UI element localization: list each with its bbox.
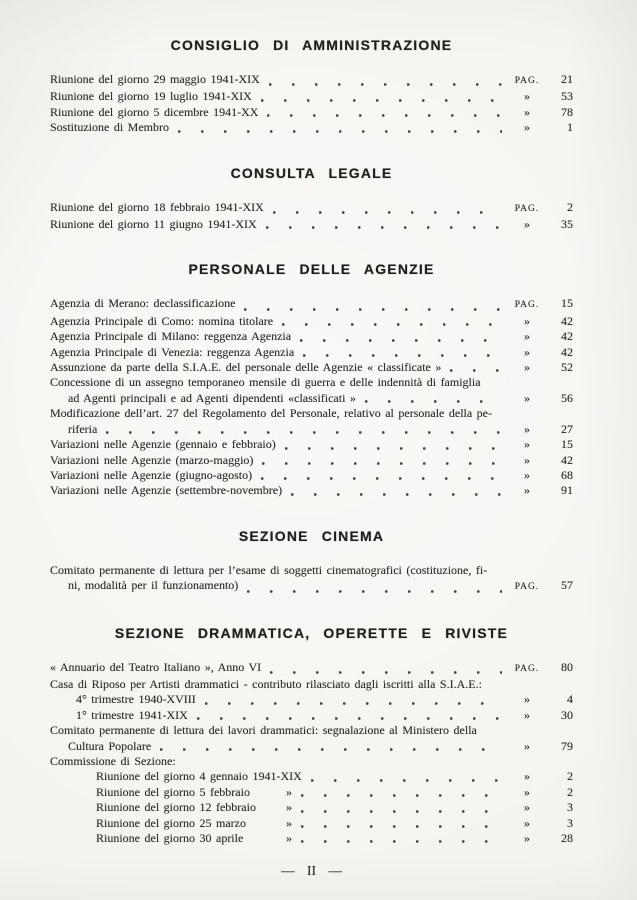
section-title: SEZIONE CINEMA <box>238 527 385 544</box>
entry-text: Riunione del giorno 29 maggio 1941-XIX <box>50 72 260 86</box>
page-ref-label: » <box>524 120 530 135</box>
section-title: CONSIGLIO DI AMMINISTRAZIONE <box>170 37 453 53</box>
entry-text: Riunione del giorno 18 febbraio 1941-XIX <box>50 199 264 214</box>
entry-text: Riunione del giorno 12 febbraio <box>96 800 256 815</box>
dot-leader <box>303 354 502 357</box>
entry-text: ni, modalità per il funzionamento) <box>68 578 239 593</box>
entry-text: « Annuario del Teatro Italiano », Anno VI <box>50 659 262 674</box>
toc-entry <box>50 660 573 677</box>
toc-entry <box>50 89 573 104</box>
toc-subentry <box>50 708 573 723</box>
ditto-mark: » <box>286 800 292 815</box>
page-ref-label: » <box>524 452 530 467</box>
entry-text: Variazioni nelle Agenzie (marzo-maggio) <box>50 452 254 467</box>
toc-entry <box>50 217 573 232</box>
page-number: 78 <box>561 104 573 119</box>
dot-leader <box>311 779 502 782</box>
entry-text: Agenzia di Merano: declassificazione <box>50 296 236 311</box>
toc-entry-continuation <box>50 739 573 754</box>
dot-leader <box>301 825 502 828</box>
dot-leader <box>301 794 502 797</box>
page-number: 42 <box>561 313 573 328</box>
toc-subentry <box>50 816 573 831</box>
dot-leader <box>282 323 502 326</box>
page-folio: — II — <box>281 863 342 879</box>
page-number: 2 <box>567 199 573 214</box>
entry-text: riferia <box>68 421 98 436</box>
page-number: 35 <box>561 217 573 232</box>
entry-text: Riunione del giorno 30 aprile <box>96 831 244 845</box>
entry-text: Cultura Popolare <box>68 738 152 753</box>
ditto-mark: » <box>286 815 292 830</box>
page-ref-label: » <box>524 390 530 405</box>
dot-leader <box>160 748 502 751</box>
section-title: PERSONALE DELLE AGENZIE <box>188 261 435 278</box>
ditto-mark: » <box>286 831 292 845</box>
page-number: 1 <box>567 120 573 135</box>
entry-text: Riunione del giorno 4 gennaio 1941-XIX <box>96 769 302 784</box>
toc-entry-continuation <box>50 422 573 437</box>
page-ref-label: » <box>524 707 530 722</box>
entry-text: Comitato permanente di lettura per l’esame di soggetti cinematografici (costituzione, fi- <box>50 562 488 577</box>
toc-entry <box>50 314 573 329</box>
dot-leader <box>261 477 502 480</box>
entry-text: Comitato permanente di lettura dei lavori drammatici: segnalazione al Ministero della <box>50 723 477 738</box>
dot-leader <box>106 431 502 434</box>
toc-section-personale <box>50 261 573 498</box>
entry-text: 1° trimestre 1941-XIX <box>76 707 188 722</box>
toc-entry <box>50 105 573 120</box>
dot-leader <box>450 369 502 372</box>
page-ref-label: » <box>524 815 530 830</box>
page-ref-label: » <box>524 421 530 436</box>
page-ref-label: » <box>524 692 530 707</box>
toc-subentry <box>50 785 573 800</box>
section-title: CONSULTA LEGALE <box>230 164 393 181</box>
entry-text: Variazioni nelle Agenzie (settembre-novembre) <box>50 483 283 498</box>
toc-entry <box>50 453 573 468</box>
page-ref-label: » <box>524 467 530 482</box>
page-ref-label: » <box>524 437 530 452</box>
toc-entry <box>50 677 573 692</box>
page-ref-label: » <box>524 800 530 815</box>
entry-text: Riunione del giorno 25 marzo <box>96 815 246 830</box>
entry-text: Modificazione dell’art. 27 del Regolamento del Personale, relativo al personale della pe- <box>50 406 493 421</box>
toc-entry <box>50 345 573 360</box>
dot-leader <box>205 702 502 705</box>
page-ref-label: » <box>524 313 530 328</box>
page-number: 15 <box>561 437 573 452</box>
page-ref-label: PAG. <box>514 582 540 593</box>
toc-entry <box>50 563 573 578</box>
entry-text: 4° trimestre 1940-XVIII <box>76 692 196 707</box>
dot-leader <box>267 114 502 117</box>
ditto-mark: » <box>286 784 292 799</box>
toc-entry <box>50 200 573 217</box>
page-ref-label: » <box>524 89 530 104</box>
toc-entry <box>50 483 573 498</box>
toc-subentry <box>50 769 573 784</box>
toc-entry <box>50 375 573 390</box>
page-number: 2 <box>567 769 573 784</box>
page-ref-label: » <box>524 483 530 498</box>
dot-leader <box>266 226 502 229</box>
page-number: 3 <box>567 800 573 815</box>
page-ref-label: PAG. <box>514 203 540 214</box>
page-ref-label: PAG. <box>514 300 540 311</box>
entry-text: Assunzione da parte della S.I.A.E. del personale delle Agenzie « classificate » <box>50 360 442 375</box>
page-ref-label: » <box>524 784 530 799</box>
dot-leader <box>269 83 502 86</box>
dot-leader <box>197 717 502 720</box>
page-number: 53 <box>561 89 573 104</box>
page-number: 56 <box>561 390 573 405</box>
dot-leader <box>273 211 502 214</box>
page-ref-label: » <box>524 360 530 375</box>
dot-leader <box>261 99 502 102</box>
page-number: 28 <box>561 831 573 845</box>
page-ref-label: » <box>524 104 530 119</box>
toc-entry <box>50 120 573 135</box>
page-number: 21 <box>561 72 573 86</box>
entry-text: Commissione di Sezione: <box>50 753 176 768</box>
toc-entry <box>50 468 573 483</box>
dot-leader <box>270 671 502 674</box>
page-ref-label: » <box>524 831 530 845</box>
page-ref-label: PAG. <box>514 663 540 674</box>
toc-section-consulta <box>50 165 573 233</box>
toc-subentry <box>50 800 573 815</box>
page-ref-label: » <box>524 217 530 232</box>
toc-entry <box>50 72 573 89</box>
entry-text: Riunione del giorno 19 luglio 1941-XIX <box>50 89 252 104</box>
page-ref-label: » <box>524 738 530 753</box>
entry-text: Agenzia Principale di Venezia: reggenza Agenzia <box>50 344 295 359</box>
dot-leader <box>285 447 502 450</box>
toc-entry <box>50 360 573 375</box>
page-number: 68 <box>561 467 573 482</box>
page-number: 42 <box>561 329 573 344</box>
page-number: 79 <box>561 738 573 753</box>
entry-text: Riunione del giorno 5 dicembre 1941-XX <box>50 104 259 119</box>
toc-entry-continuation <box>50 391 573 406</box>
dot-leader <box>244 308 502 311</box>
toc-entry <box>50 329 573 344</box>
entry-text: Agenzia Principale di Milano: reggenza Agenzia <box>50 329 292 344</box>
page-number: 42 <box>561 344 573 359</box>
page-number: 3 <box>567 815 573 830</box>
entry-text: Variazioni nelle Agenzie (giugno-agosto) <box>50 467 253 482</box>
dot-leader <box>291 493 502 496</box>
page-number: 2 <box>567 784 573 799</box>
page-number: 30 <box>561 707 573 722</box>
page-ref-label: » <box>524 344 530 359</box>
toc-entry <box>50 754 573 769</box>
dot-leader <box>301 840 502 843</box>
dot-leader <box>247 590 502 593</box>
page-ref-label: » <box>524 329 530 344</box>
toc-section-drammatica <box>50 625 573 847</box>
page-number: 91 <box>561 483 573 498</box>
toc-entry <box>50 723 573 738</box>
dot-leader <box>365 400 502 403</box>
page-number: 52 <box>561 360 573 375</box>
page-number: 27 <box>561 421 573 436</box>
page-ref-label: » <box>524 769 530 784</box>
dot-leader <box>178 130 502 133</box>
toc-entry <box>50 296 573 313</box>
page-number: 57 <box>561 578 573 593</box>
entry-text: Variazioni nelle Agenzie (gennaio e febbraio) <box>50 437 276 452</box>
page-number: 15 <box>561 296 573 311</box>
toc-section-consiglio <box>50 37 573 136</box>
entry-text: Riunione del giorno 11 giugno 1941-XIX <box>50 217 257 232</box>
entry-text: Riunione del giorno 5 febbraio <box>96 784 250 799</box>
toc-subentry <box>50 831 573 846</box>
toc-entry <box>50 437 573 452</box>
dot-leader <box>301 810 502 813</box>
dot-leader <box>262 462 502 465</box>
entry-text: Concessione di un assegno temporaneo mensile di guerra e delle indennità di famiglia <box>50 375 481 390</box>
page-number: 42 <box>561 452 573 467</box>
section-title: SEZIONE DRAMMATICA, OPERETTE E RIVISTE <box>114 624 509 641</box>
toc-entry <box>50 406 573 421</box>
entry-text: Agenzia Principale di Como: nomina titolare <box>50 313 274 328</box>
entry-text: ad Agenti principali e ad Agenti dipendenti «classificati » <box>68 390 356 405</box>
entry-text: Casa di Riposo per Artisti drammatici - contributo rilasciato dagli iscritti alla S.I.A.E.: <box>50 676 482 691</box>
toc-section-cinema <box>50 528 573 596</box>
entry-text: Sostituzione di Membro <box>50 120 169 135</box>
toc-subentry <box>50 692 573 707</box>
toc-entry-continuation <box>50 578 573 595</box>
dot-leader <box>300 339 502 342</box>
page-number: 80 <box>561 659 573 674</box>
page-ref-label: PAG. <box>514 76 540 86</box>
page-number: 4 <box>567 692 573 707</box>
